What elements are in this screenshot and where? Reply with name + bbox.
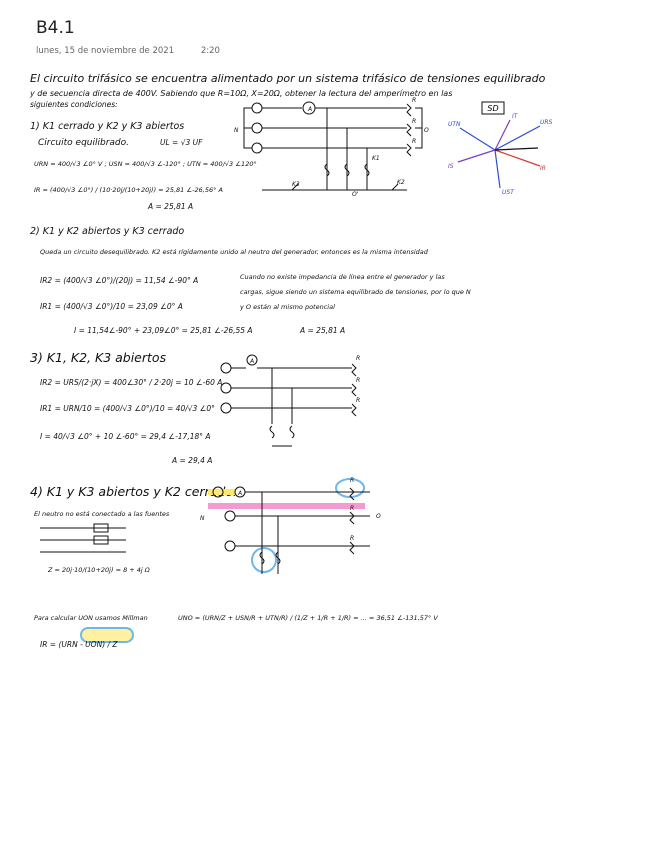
svg-text:K2: K2 (397, 179, 405, 186)
svg-text:K1: K1 (372, 155, 380, 162)
svg-text:R: R (412, 118, 417, 125)
svg-text:R: R (356, 377, 361, 384)
s4-uno-eq: UNO = (URN/Z + USN/R + UTN/R) / (1/Z + 1/R + 1/R) = ... = 36,51 ∠-131,57° V (178, 614, 438, 622)
s1-eq-ul: UL = √3 UF (160, 138, 203, 147)
s1-balanced: Circuito equilibrado. (38, 138, 129, 148)
page-title: B4.1 (36, 18, 75, 38)
svg-text:N: N (234, 127, 239, 134)
svg-text:R: R (412, 138, 417, 145)
svg-text:A: A (237, 490, 243, 497)
s1-heading: 1) K1 cerrado y K2 y K3 abiertos (30, 121, 185, 132)
s1-result: A = 25,81 A (148, 202, 194, 211)
svg-text:O': O' (352, 191, 359, 198)
intro-line-1: El circuito trifásico se encuentra alimentado por un sistema trifásico de tensiones equilibrado (30, 72, 546, 85)
s2-note-3: y O están al mismo potencial (240, 303, 335, 311)
phasor-diagram (440, 98, 553, 198)
s2-note-1: Cuando no existe impedancia de línea entre el generador y las (240, 273, 445, 281)
svg-text:R: R (350, 477, 355, 484)
s4-ir-eq: IR = (URN - UON) / Z (40, 640, 118, 649)
phasor-sd-label: SD (487, 104, 499, 113)
circuit-1-diagram (232, 90, 432, 200)
svg-text:UST: UST (502, 189, 514, 196)
svg-text:O: O (424, 127, 429, 134)
s3-ir1: IR1 = URN/10 = (400/√3 ∠0°)/10 = 40/√3 ∠0° (40, 404, 215, 413)
svg-text:N: N (200, 515, 205, 522)
svg-text:K3: K3 (292, 181, 300, 188)
svg-text:IR: IR (540, 165, 546, 172)
svg-text:R: R (350, 505, 355, 512)
s4-heading: 4) K1 y K3 abiertos y K2 cerrado. (30, 484, 237, 499)
s3-heading: 3) K1, K2, K3 abiertos (30, 350, 167, 365)
svg-text:R: R (350, 535, 355, 542)
svg-text:IT: IT (512, 113, 518, 120)
intro-line-2: y de secuencia directa de 400V. Sabiendo que R=10Ω, X=20Ω, obtener la lectura del amperímetro en las (30, 89, 453, 98)
circuit-3-diagram (212, 346, 372, 454)
svg-text:R: R (412, 97, 417, 104)
s3-result: A = 29,4 A (172, 456, 213, 465)
circuit-4-diagram (200, 470, 390, 580)
s2-result: A = 25,81 A (300, 326, 346, 335)
s2-ir1: IR1 = (400/√3 ∠0°)/10 = 23,09 ∠0° A (40, 302, 183, 311)
s2-ir2: IR2 = (400/√3 ∠0°)/(20j) = 11,54 ∠-90° A (40, 276, 199, 285)
s2-note-2: cargas, sigue siendo un sistema equilibrado de tensiones, por lo que N (240, 288, 471, 296)
svg-text:UTN: UTN (448, 121, 461, 128)
s2-sum: I = 11,54∠-90° + 23,09∠0° = 25,81 ∠-26,55 A (74, 326, 253, 335)
parallel-impedance-sketch (36, 518, 136, 560)
s4-millman-label: Para calcular UON usamos Millman (34, 614, 148, 622)
svg-text:A: A (249, 358, 255, 365)
svg-text:URS: URS (540, 119, 553, 126)
page-time: 2:20 (200, 46, 220, 56)
s1-voltages: URN = 400/√3 ∠0° V ; USN = 400/√3 ∠-120° ; UTN = 400/√3 ∠120° (34, 160, 257, 168)
s2-unbalanced: Queda un circuito desequilibrado. K2 está rígidamente unido al neutro del generador, entonces es la misma intensidad (40, 248, 428, 256)
s4-neutral: El neutro no está conectado a las fuentes (34, 510, 170, 518)
s3-ir2: IR2 = URS/(2·jX) = 400∠30° / 2·20j = 10 ∠-60 A (40, 378, 223, 387)
svg-text:R: R (356, 355, 361, 362)
s2-heading: 2) K1 y K2 abiertos y K3 cerrado (30, 226, 185, 237)
c1-ammeter-label: A (307, 106, 313, 113)
s4-z-eq: Z = 20j·10/(10+20j) = 8 + 4j Ω (48, 566, 150, 574)
svg-text:IS: IS (448, 163, 454, 170)
page-meta (36, 46, 244, 56)
page-date: lunes, 15 de noviembre de 2021 (36, 46, 175, 56)
s1-ir-line: IR = (400/√3 ∠0°) / (10·20j/(10+20j)) = 25,81 ∠-26,56° A (34, 186, 223, 194)
svg-text:R: R (356, 397, 361, 404)
intro-line-3: siguientes condiciones: (30, 100, 118, 109)
s3-sum: I = 40/√3 ∠0° + 10 ∠-60° = 29,4 ∠-17,18° A (40, 432, 211, 441)
svg-text:O: O (376, 513, 381, 520)
